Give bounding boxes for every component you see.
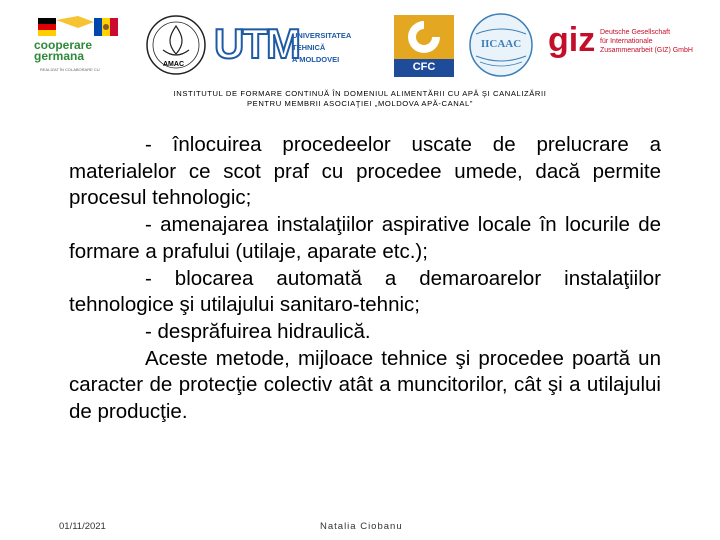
iicaac-label: IICAAC <box>480 38 522 50</box>
paragraph-2 <box>69 212 661 265</box>
paragraph-5-text: Aceste metode, mijloace tehnice şi procedee poartă un caracter de protecţie colectiv atât a muncitorilor, cât şi a utilajului de producţie. <box>69 346 661 424</box>
giz-logo <box>548 22 713 72</box>
paragraph-5 <box>69 346 661 426</box>
paragraph-3-text: - blocarea automată a demaroarelor instalaţiilor tehnologice şi utilajului sanitaro-tehnic; <box>69 266 661 317</box>
germana-label: germana <box>34 49 85 63</box>
paragraph-3 <box>69 266 661 319</box>
paragraph-1-text: - înlocuirea procedeelor uscate de prelucrare a materialelor ce scot praf cu procedee umede, dacă permite procesul tehnologic; <box>69 133 661 210</box>
giz-mark: giz <box>548 21 596 59</box>
paragraph-2-text: - amenajarea instalaţiilor aspirative locale în locurile de formare a prafului (utilaje, aparate etc.); <box>69 213 661 263</box>
giz-line1: Deutsche Gesellschaft <box>600 29 671 36</box>
utm-logo <box>214 16 384 76</box>
institute-header <box>100 89 620 109</box>
body-text <box>69 132 661 426</box>
cfc-logo <box>394 15 454 77</box>
footer-author: Natalia Ciobanu <box>320 521 403 532</box>
giz-line2: für Internationale <box>600 38 653 45</box>
utm-line2: A MOLDOVEI <box>292 55 340 64</box>
paragraph-1 <box>69 132 661 212</box>
header-line1: INSTITUTUL DE FORMARE CONTINUĂ ÎN DOMENIUL ALIMENTĂRII CU APĂ ŞI CANALIZĂRII <box>173 89 547 98</box>
amac-label: AMAC <box>163 61 184 68</box>
utm-letters: UTM <box>214 20 299 67</box>
iicaac-logo <box>468 12 534 78</box>
cfc-label: CFC <box>412 61 436 73</box>
utm-line1: UNIVERSITATEA TEHNICĂ <box>292 31 352 52</box>
cooperare-germana-logo <box>34 12 134 82</box>
amac-logo <box>145 14 207 76</box>
cooperare-label: cooperare <box>34 38 93 52</box>
logo-bar <box>0 0 720 92</box>
paragraph-4-text: - desprăfuirea hidraulică. <box>145 319 371 343</box>
footer-date: 01/11/2021 <box>59 521 106 532</box>
giz-line3: Zusammenarbeit (GIZ) GmbH <box>600 47 693 54</box>
paragraph-4 <box>69 319 661 346</box>
header-line2: PENTRU MEMBRII ASOCIAŢIEI „MOLDOVA APĂ-CANAL” <box>246 99 474 108</box>
cooperare-tagline: REALIZAT ÎN COLABORARE CU <box>40 67 100 72</box>
